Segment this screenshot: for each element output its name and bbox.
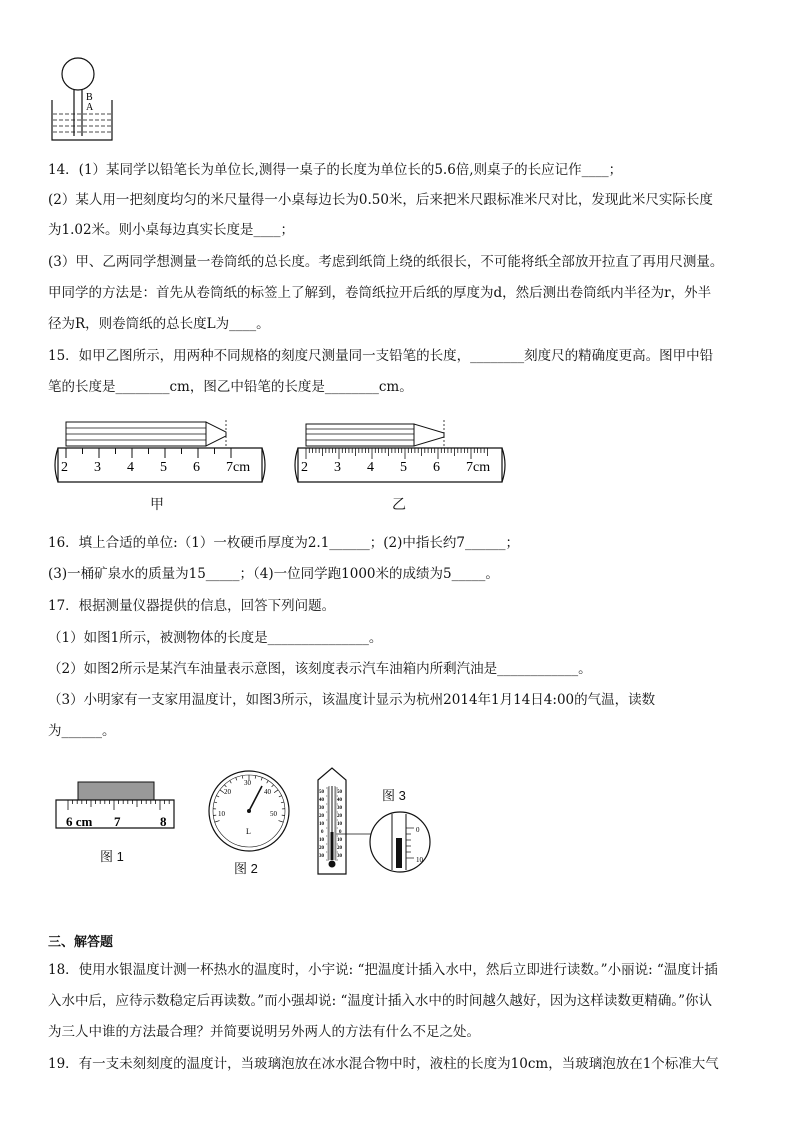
fig3-scale: 0	[321, 830, 324, 835]
fig3-scale: 50	[319, 790, 324, 795]
ruler-yi-tick: 7cm	[466, 460, 491, 475]
q14-line2: (2）某人用一把刻度均匀的米尺量得一小桌每边长为0.50米，后来把米尺跟标准米尺对比，发现此米尺实际长度	[48, 192, 713, 208]
fig3-scale: 10	[337, 838, 342, 843]
ruler-jia-caption: 甲	[150, 497, 164, 513]
fig3-zoom-tick: 10	[416, 856, 423, 864]
q18-line1: 18．使用水银温度计测一杯热水的温度时，小宇说: “把温度计插入水中，然后立即进行读数。”小丽说: “温度计插	[48, 962, 718, 978]
q19-line1: 19．有一支未刻刻度的温度计，当玻璃泡放在冰水混合物中时，液柱的长度为10cm，当玻璃泡放在1个标准大气	[48, 1056, 719, 1072]
q17-line3: （2）如图2所示是某汽车油量表示意图，该刻度表示汽车油箱内所剩汽油是____________。	[48, 661, 592, 677]
fig2-tick: 40	[264, 788, 271, 796]
ruler-yi-tick: 5	[400, 460, 407, 475]
q15-line2: 笔的长度是________cm，图乙中铅笔的长度是________cm。	[48, 379, 413, 395]
fig1-ruler	[50, 778, 180, 836]
fig3-caption: 图 3	[382, 788, 406, 803]
fig3-zoom-tick: 0	[416, 826, 420, 834]
fig2-fuel-gauge	[204, 770, 294, 852]
fig2-tick: 50	[270, 810, 277, 818]
ruler-yi-tick: 3	[334, 460, 341, 475]
q17-line5: 为______。	[48, 723, 116, 739]
q15-line1: 15．如甲乙图所示，用两种不同规格的刻度尺测量同一支铅笔的长度，________刻度尺的精确度更高。图甲中铅	[48, 348, 714, 364]
fig1-tick: 8	[160, 814, 167, 829]
fig1-tick: 6 cm	[66, 814, 93, 829]
fig1-caption: 图 1	[100, 849, 124, 864]
fig3-scale: 30	[319, 854, 324, 859]
fig2-tick: 20	[224, 788, 231, 796]
flask-figure	[48, 56, 128, 142]
fig3-scale: 30	[337, 854, 342, 859]
fig3-scale: 20	[337, 814, 342, 819]
ruler-jia-figure	[48, 414, 270, 490]
ruler-yi-figure	[288, 414, 510, 490]
q16-line1: 16．填上合适的单位:（1）一枚硬币厚度为2.1______；(2)中指长约7______；	[48, 535, 519, 551]
ruler-yi-tick: 4	[367, 460, 374, 475]
q14-line6: 径为R，则卷筒纸的总长度L为____。	[48, 316, 270, 332]
q14-line1: 14．(1）某同学以铅笔长为单位长,测得一桌子的长度为单位长的5.6倍,则桌子的长应记作____；	[48, 162, 623, 178]
ruler-yi-tick: 6	[433, 460, 440, 475]
fig2-unit: L	[246, 827, 251, 836]
ruler-jia-tick: 4	[127, 460, 134, 475]
label-b: B	[86, 92, 93, 103]
section3-title: 三、解答题	[48, 934, 114, 949]
ruler-jia-tick: 7cm	[226, 460, 251, 475]
fig2-tick: 10	[218, 810, 225, 818]
fig3-scale: 40	[319, 798, 324, 803]
fig2-tick: 30	[244, 779, 251, 787]
q17-line1: 17．根据测量仪器提供的信息，回答下列问题。	[48, 598, 336, 614]
fig3-scale: 20	[337, 846, 342, 851]
ruler-jia-tick: 2	[61, 460, 68, 475]
fig3-scale: 40	[337, 798, 342, 803]
label-a: A	[86, 102, 94, 113]
ruler-yi-tick: 2	[301, 460, 308, 475]
fig3-scale: 20	[319, 814, 324, 819]
fig3-scale: 30	[319, 806, 324, 811]
q17-line2: （1）如图1所示，被测物体的长度是_______________。	[48, 630, 383, 646]
ruler-jia-tick: 3	[94, 460, 101, 475]
q14-line4: (3）甲、乙两同学想测量一卷筒纸的总长度。考虑到纸筒上绕的纸很长，不可能将纸全部放开拉直了再用尺测量。	[48, 254, 724, 270]
q14-line3: 为1.02米。则小桌每边真实长度是____；	[48, 222, 295, 238]
q18-line3: 为三人中谁的方法最合理？并简要说明另外两人的方法有什么不足之处。	[48, 1024, 480, 1040]
q14-line5: 甲同学的方法是：首先从卷筒纸的标签上了解到，卷筒纸拉开后纸的厚度为d，然后测出卷筒纸内半径为r，外半	[48, 285, 712, 301]
fig3-scale: 50	[337, 790, 342, 795]
fig3-scale: 10	[319, 838, 324, 843]
q17-line4: （3）小明家有一支家用温度计，如图3所示，该温度计显示为杭州2014年1月14日4:00的气温，读数	[48, 692, 656, 708]
q18-line2: 入水中后，应待示数稳定后再读数。”而小强却说: “温度计插入水中的时间越久越好，因为这样读数更精确。”你认	[48, 993, 713, 1009]
fig3-scale: 10	[319, 822, 324, 827]
ruler-jia-tick: 5	[160, 460, 167, 475]
fig3-scale: 30	[337, 806, 342, 811]
ruler-yi-caption: 乙	[392, 497, 406, 513]
fig3-thermometer	[314, 766, 434, 878]
fig2-caption: 图 2	[234, 861, 258, 876]
fig3-scale: 10	[337, 822, 342, 827]
fig3-scale: 0	[339, 830, 342, 835]
fig3-scale: 20	[319, 846, 324, 851]
fig1-tick: 7	[114, 814, 121, 829]
ruler-jia-tick: 6	[193, 460, 200, 475]
q16-line2: (3)一桶矿泉水的质量为15_____；（4)一位同学跑1000米的成绩为5_____。	[48, 566, 499, 582]
